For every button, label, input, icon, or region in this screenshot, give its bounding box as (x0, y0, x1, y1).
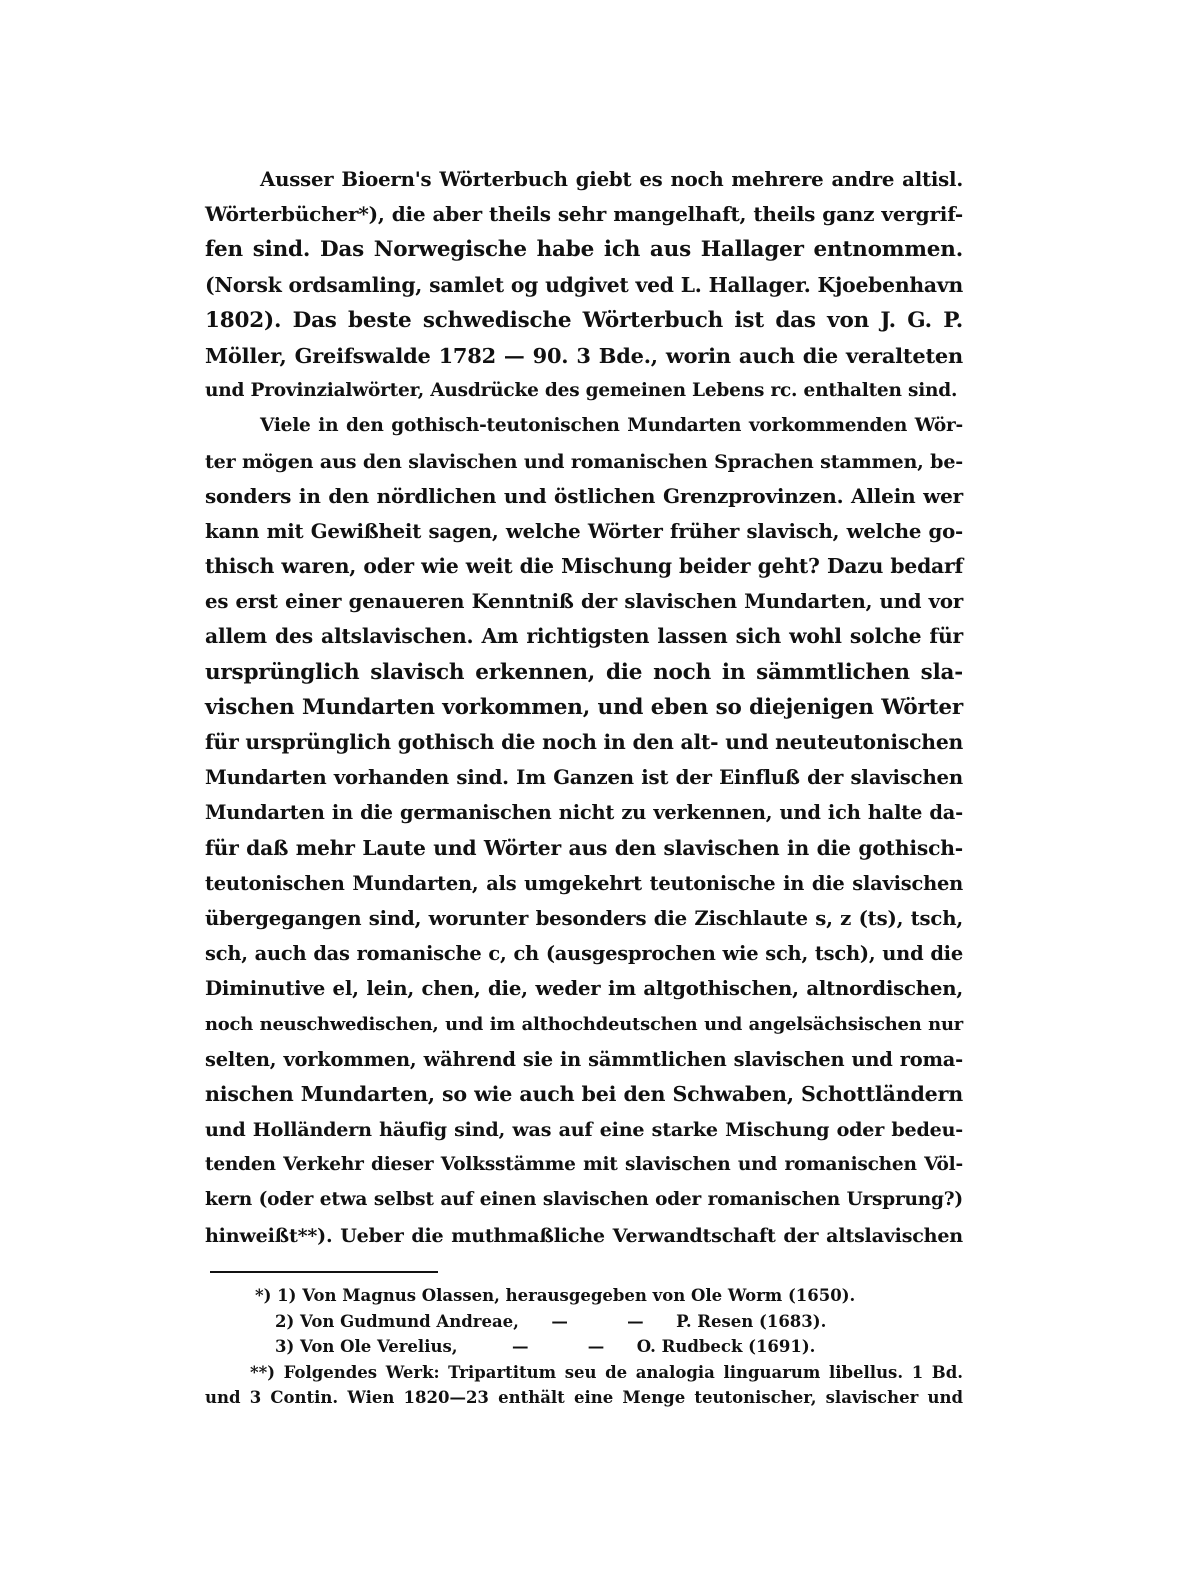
footnote-line (205, 1309, 963, 1335)
text-line: (Norsk ordsamling, samlet og udgivet ved L. Hallager. Kjoebenhavn (205, 272, 963, 297)
footnote-line: und 3 Contin. Wien 1820—23 enthält eine Menge teutonischer, slavischer und (205, 1388, 963, 1407)
footnote-entry: 3) Von Ole Verelius, (275, 1337, 458, 1356)
text-line: ursprünglich slavisch erkennen, die noch in sämmtlichen sla- (205, 659, 963, 685)
text-line: Mundarten in die germanischen nicht zu verkennen, und ich halte da- (205, 801, 963, 825)
ditto-dash: — (512, 1337, 529, 1356)
text-line: und Provinzialwörter, Ausdrücke des gemeinen Lebens rc. enthalten sind. (205, 380, 958, 402)
body-text (205, 162, 963, 1253)
ditto-dash: — (627, 1311, 644, 1331)
text-line: und Holländern häufig sind, was auf eine starke Mischung oder bedeu- (205, 1118, 963, 1142)
footnote-line (205, 1334, 963, 1360)
text-line: es erst einer genaueren Kenntniß der slavischen Mundarten, und vor (205, 590, 963, 614)
text-line: nischen Mundarten, so wie auch bei den Schwaben, Schottländern (205, 1081, 963, 1106)
text-line: vischen Mundarten vorkommen, und eben so diejenigen Wörter (205, 694, 963, 720)
text-line: kern (oder etwa selbst auf einen slavischen oder romanischen Ursprung?) (205, 1189, 963, 1211)
footnote-entry: P. Resen (1683). (676, 1311, 827, 1331)
text-line: selten, vorkommen, während sie in sämmtlichen slavischen und roma- (205, 1047, 963, 1071)
footnote-divider (210, 1271, 438, 1273)
ditto-dash: — (551, 1311, 568, 1331)
text-line: hinweißt**). Ueber die muthmaßliche Verwandtschaft der altslavischen (205, 1223, 963, 1247)
text-line: übergegangen sind, worunter besonders die Zischlaute s, z (ts), tsch, (205, 906, 963, 930)
text-line: kann mit Gewißheit sagen, welche Wörter früher slavisch, welche go- (205, 519, 963, 543)
text-line: teutonischen Mundarten, als umgekehrt teutonische in die slavischen (205, 871, 963, 895)
text-line: tenden Verkehr dieser Volksstämme mit slavischen und romanischen Völ- (205, 1154, 963, 1176)
footnote-line: *) 1) Von Magnus Olassen, herausgegeben von Ole Worm (1650). (255, 1286, 856, 1305)
text-line: Wörterbücher*), die aber theils sehr mangelhaft, theils ganz vergrif- (205, 202, 963, 227)
text-line: Mundarten vorhanden sind. Im Ganzen ist der Einfluß der slavischen (205, 766, 963, 790)
text-line: thisch waren, oder wie weit die Mischung beider geht? Dazu bedarf (205, 554, 963, 579)
text-line: sonders in den nördlichen und östlichen Grenzprovinzen. Allein wer (205, 483, 963, 508)
footnote-entry: 2) Von Gudmund Andreae, (275, 1311, 519, 1331)
text-line: Viele in den gothisch-teutonischen Mundarten vorkommenden Wör- (260, 415, 963, 437)
text-line: sch, auch das romanische c, ch (ausgesprochen wie sch, tsch), und die (205, 942, 963, 966)
footnote-entry: O. Rudbeck (1691). (636, 1337, 816, 1356)
text-line: für ursprünglich gothisch die noch in den alt- und neuteutonischen (205, 730, 964, 754)
text-line: noch neuschwedischen, und im althochdeutschen und angelsächsischen nur (205, 1013, 963, 1035)
text-line: ter mögen aus den slavischen und romanischen Sprachen stammen, be- (205, 449, 963, 473)
footnote-line: **) Folgendes Werk: Tripartitum seu de analogia linguarum libellus. 1 Bd. (250, 1362, 963, 1382)
text-line: Ausser Bioern's Wörterbuch giebt es noch mehrere andre altisl. (260, 168, 963, 191)
text-line: Diminutive el, lein, chen, die, weder im altgothischen, altnordischen, (205, 977, 963, 1001)
text-line: fen sind. Das Norwegische habe ich aus Hallager entnommen. (205, 237, 963, 263)
text-line: für daß mehr Laute und Wörter aus den slavischen in die gothisch- (205, 835, 963, 860)
text-line: allem des altslavischen. Am richtigsten lassen sich wohl solche für (205, 624, 963, 649)
text-line: Möller, Greifswalde 1782 — 90. 3 Bde., worin auch die veralteten (205, 342, 963, 368)
ditto-dash: — (587, 1337, 605, 1356)
text-line: 1802). Das beste schwedische Wörterbuch ist das von J. G. P. (205, 307, 963, 333)
footnotes (205, 1283, 963, 1411)
